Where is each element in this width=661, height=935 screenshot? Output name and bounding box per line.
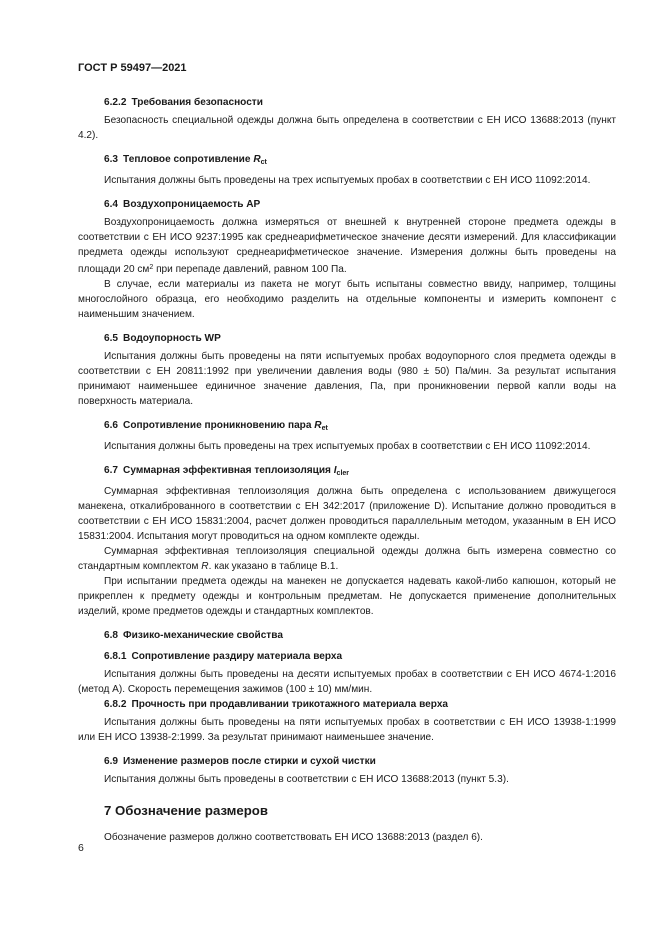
paragraph-6-7-c: При испытании предмета одежды на манекен не допускается надевать какой-либо капюшон, который не прикреплен к предмету одежды и контрольным предметам. Не допускается применение дополнительных изделий, кроме предметов одежды и стандартных комплектов. [78,576,616,617]
heading-6-2-2: 6.2.2 Требования безопасности [104,97,263,108]
paragraph-6-5: Испытания должны быть проведены на пяти испытуемых пробах водоупорного слоя предмета одежды в соответствии с ЕН 20811:1992 при увеличении давления воды (980 ± 50) Па/мин. За результат испытания принимают наименьшее единичное значение давления, Па, при проникновении первой капли воды на поверхность материала. [78,351,616,407]
heading-6-8-1: 6.8.1 Сопротивление раздиру материала верха [104,651,343,662]
paragraph-6-2-2: Безопасность специальной одежды должна быть определена в соответствии с ЕН ИСО 13688:2013 (пункт 4.2). [78,115,616,141]
paragraph-6-7-a: Суммарная эффективная теплоизоляция должна быть определена с использованием движущегося манекена, откалиброванного в соответствии с ЕН 342:2017 (приложение D). Испытание должно проводиться в соответствии с ЕН ИСО 15831:2004, расчет должен проводиться параллельным методом, указанным в ЕН ИСО 15831:2004. Испытания могут проводиться на одном комплекте одежды. [78,486,616,542]
paragraph-6-3: Испытания должны быть проведены на трех испытуемых пробах в соответствии с ЕН ИСО 11092:2014. [104,175,591,186]
paragraph-7: Обозначение размеров должно соответствовать ЕН ИСО 13688:2013 (раздел 6). [104,832,483,843]
paragraph-6-9: Испытания должны быть проведены в соответствии с ЕН ИСО 13688:2013 (пункт 5.3). [104,774,509,785]
page-number: 6 [78,842,84,854]
heading-6-8: 6.8 Физико-механические свойства [104,630,283,641]
paragraph-6-6: Испытания должны быть проведены на трех испытуемых пробах в соответствии с ЕН ИСО 11092:2014. [104,441,591,452]
heading-6-6: 6.6 Сопротивление проникновению пара $R_{et}$ [104,420,328,432]
paragraph-6-8-1: Испытания должны быть проведены на десяти испытуемых пробах в соответствии с ЕН ИСО 4674-1:2016 (метод А). Скорость перемещения зажимов (100 ± 10) мм/мин. [78,669,616,695]
paragraph-6-4-b: В случае, если материалы из пакета не могут быть испытаны совместно ввиду, например, толщины многослойного образца, его необходимо разделить на отдельные компоненты и измерить компонент с наименьшим значением. [78,279,616,320]
paragraph-6-7-b: Суммарная эффективная теплоизоляция специальной одежды должна быть измерена совместно со стандартным комплектом R. как указано в таблице В.1. [78,546,616,572]
paragraph-6-4-a: Воздухопроницаемость должна измеряться от внешней к внутренней стороне предмета одежды в соответствии с ЕН ИСО 9237:1995 как среднеарифметическое значение десяти измерений. Для классификации предмета одежды используют среднеарифметическое значение. Измерения должны быть проведены на площади 20 $см^2$ при перепаде давлений, равном 100 Па. [78,217,616,275]
heading-7: 7 Обозначение размеров [104,803,268,818]
document-header: ГОСТ Р 59497—2021 [78,62,187,74]
heading-6-3: 6.3 Тепловое сопротивление $R_{ct}$ [104,154,267,166]
heading-6-4: 6.4 Воздухопроницаемость АР [104,199,261,210]
paragraph-6-8-2: Испытания должны быть проведены на пяти испытуемых пробах в соответствии с ЕН ИСО 13938-1:1999 или ЕН ИСО 13938-2:1999. За результат принимают наименьшее значение. [78,717,616,743]
heading-6-8-2: 6.8.2 Прочность при продавливании трикотажного материала верха [104,699,449,710]
document-body [78,95,616,845]
heading-6-7: 6.7 Суммарная эффективная теплоизоляция $I_{cler}$ [104,465,350,477]
heading-6-5: 6.5 Водоупорность WP [104,333,221,344]
heading-6-9: 6.9 Изменение размеров после стирки и сухой чистки [104,756,376,767]
